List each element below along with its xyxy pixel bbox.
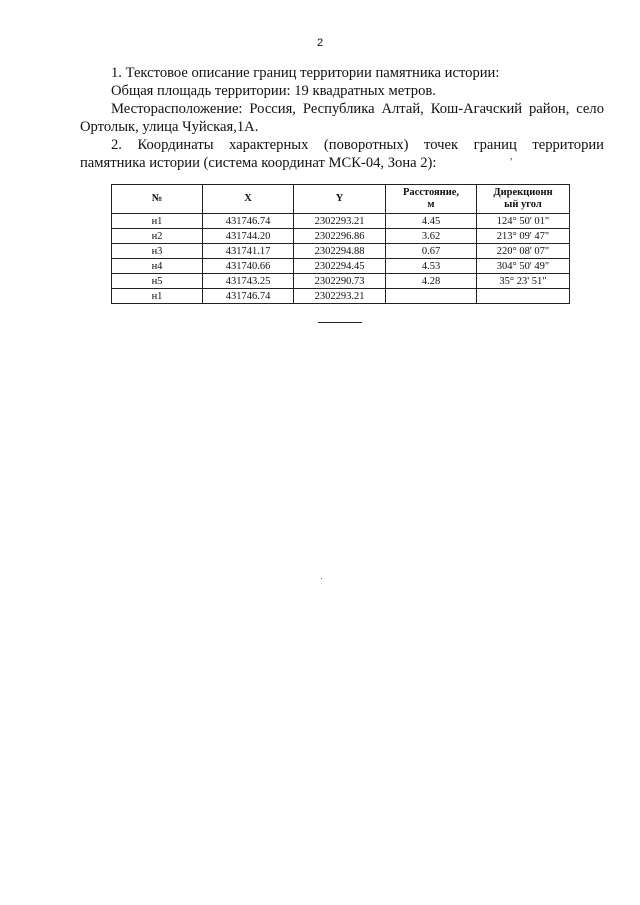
cell-angle	[477, 289, 570, 304]
cell-angle: 220° 08' 07"	[477, 244, 570, 259]
cell-x: 431740.66	[203, 259, 294, 274]
cell-distance: 4.53	[386, 259, 477, 274]
cell-x: 431746.74	[203, 289, 294, 304]
cell-point: н4	[112, 259, 203, 274]
cell-point: н1	[112, 214, 203, 229]
table-row	[112, 214, 570, 229]
header-distance	[386, 185, 477, 214]
header-angle-line-2: ый угол	[504, 199, 542, 210]
section1-heading: 1. Текстовое описание границ территории памятника истории:	[111, 65, 500, 81]
cell-y: 2302294.45	[294, 259, 386, 274]
document-body	[80, 64, 604, 172]
cell-x: 431741.17	[203, 244, 294, 259]
location-line-2: Ортолык, улица Чуйская,1А.	[80, 119, 259, 135]
cell-x: 431746.74	[203, 214, 294, 229]
page-number: 2	[316, 37, 324, 49]
cell-point: н3	[112, 244, 203, 259]
header-angle-line-1: Дирекционн	[493, 187, 553, 198]
end-divider	[318, 322, 362, 323]
table-row	[112, 229, 570, 244]
cell-angle: 35° 23' 51"	[477, 274, 570, 289]
scan-speck	[321, 578, 322, 579]
table-header-row	[112, 185, 570, 214]
cell-x: 431744.20	[203, 229, 294, 244]
cell-y: 2302296.86	[294, 229, 386, 244]
cell-point: н5	[112, 274, 203, 289]
cell-distance: 0.67	[386, 244, 477, 259]
cell-angle: 304° 50' 49"	[477, 259, 570, 274]
header-angle	[477, 185, 570, 214]
section2-heading-line-1: 2. Координаты характерных (поворотных) точек границ территории	[111, 137, 604, 153]
cell-y: 2302294.88	[294, 244, 386, 259]
header-distance-line-2: м	[427, 199, 435, 210]
cell-distance: 4.28	[386, 274, 477, 289]
table-row	[112, 274, 570, 289]
cell-point: н2	[112, 229, 203, 244]
table-row	[112, 259, 570, 274]
total-area: Общая площадь территории: 19 квадратных метров.	[111, 83, 436, 99]
cell-y: 2302293.21	[294, 289, 386, 304]
header-y: Y	[294, 185, 386, 214]
coordinates-table	[111, 184, 570, 304]
stray-mark: ,	[510, 151, 513, 162]
table-row	[112, 289, 570, 304]
cell-angle: 213° 09' 47"	[477, 229, 570, 244]
table-row	[112, 244, 570, 259]
cell-x: 431743.25	[203, 274, 294, 289]
cell-distance: 4.45	[386, 214, 477, 229]
header-distance-line-1: Расстояние,	[402, 187, 460, 198]
cell-point: н1	[112, 289, 203, 304]
section2-heading-line-2: памятника истории (система координат МСК-04, Зона 2):	[80, 155, 437, 171]
cell-angle: 124° 50' 01"	[477, 214, 570, 229]
header-num: №	[112, 185, 203, 214]
location-line-1: Месторасположение: Россия, Республика Алтай, Кош-Агачский район, село	[111, 101, 604, 117]
header-x: X	[203, 185, 294, 214]
cell-distance: 3.62	[386, 229, 477, 244]
cell-distance	[386, 289, 477, 304]
cell-y: 2302290.73	[294, 274, 386, 289]
cell-y: 2302293.21	[294, 214, 386, 229]
